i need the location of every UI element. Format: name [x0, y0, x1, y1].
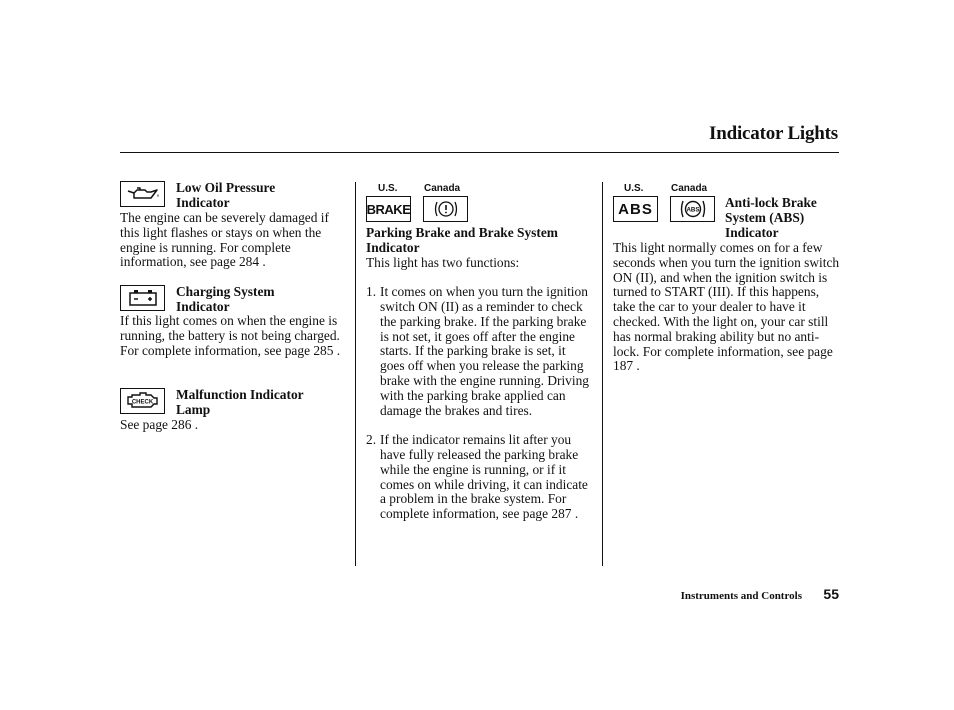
oil-can-icon	[125, 185, 161, 203]
battery-icon	[126, 289, 160, 307]
charging-lamp	[120, 285, 165, 311]
oil-pressure-lamp	[120, 181, 165, 207]
header-rule	[120, 152, 839, 153]
abs-body: This light normally comes on for a few seconds when you turn the ignition switch ON (II), and when the ignition switch is turned to START (III). If this happens, take the car to your dealer to have it checked. With the light on, your car still has normal braking ability but no anti-lock. For complete information, see page 187 .	[613, 240, 840, 374]
brake-lamp-text: BRAKE	[366, 201, 411, 217]
footer-section-title: Instruments and Controls	[680, 590, 802, 602]
region-label-canada: Canada	[671, 183, 708, 194]
check-engine-icon-text: CHECK	[131, 399, 153, 406]
page-number: 55	[823, 586, 839, 602]
column-divider-1	[355, 182, 356, 566]
charging-body: If this light comes on when the engine is running, the battery is not being charged. For complete information, see page 285 .	[120, 313, 341, 358]
malfunction-body: See page 286 .	[120, 417, 199, 432]
abs-lamp-canada	[670, 196, 715, 222]
brake-heading: Parking Brake and Brake System Indicator	[366, 225, 558, 255]
oil-body: The engine can be severely damaged if this light flashes or stays on when the engine is running. For complete information, see page 284 .	[120, 210, 329, 270]
page-title: Indicator Lights	[709, 123, 838, 144]
middle-column	[366, 226, 591, 522]
abs-heading: Anti-lock Brake System (ABS) Indicator	[725, 195, 817, 240]
brake-lamp-us	[366, 196, 411, 222]
malfunction-lamp	[120, 388, 165, 414]
charging-heading: Charging System Indicator	[176, 284, 275, 314]
abs-lamp-us	[613, 196, 658, 222]
abs-circle-icon	[677, 198, 709, 220]
column-divider-2	[602, 182, 603, 566]
malfunction-heading: Malfunction Indicator Lamp	[176, 387, 304, 417]
region-label-us: U.S.	[624, 183, 644, 194]
list-item: 2. If the indicator remains lit after you have fully released the parking brake while the engine is running, or if it comes on while driving, it can indicate a problem in the brake system. For complete information, see page 287 .	[366, 432, 588, 522]
oil-heading: Low Oil Pressure Indicator	[176, 180, 276, 210]
brake-lamp-canada	[423, 196, 468, 222]
brake-warning-icon	[431, 199, 461, 219]
region-label-canada: Canada	[424, 183, 461, 194]
list-item: 1. It comes on when you turn the ignition switch ON (II) as a reminder to check the parking brake. If the parking brake is not set, it goes off after the engine starts. If the parking brake is set, it goes off when you release the parking brake with the engine running. Driving with the parking brake applied can damage the brakes and tires.	[366, 284, 589, 418]
brake-intro: This light has two functions:	[366, 254, 520, 270]
abs-lamp-text: ABS	[618, 200, 653, 218]
check-engine-icon	[123, 391, 163, 411]
region-label-us: U.S.	[378, 183, 398, 194]
abs-circle-text: ABS	[685, 206, 700, 214]
